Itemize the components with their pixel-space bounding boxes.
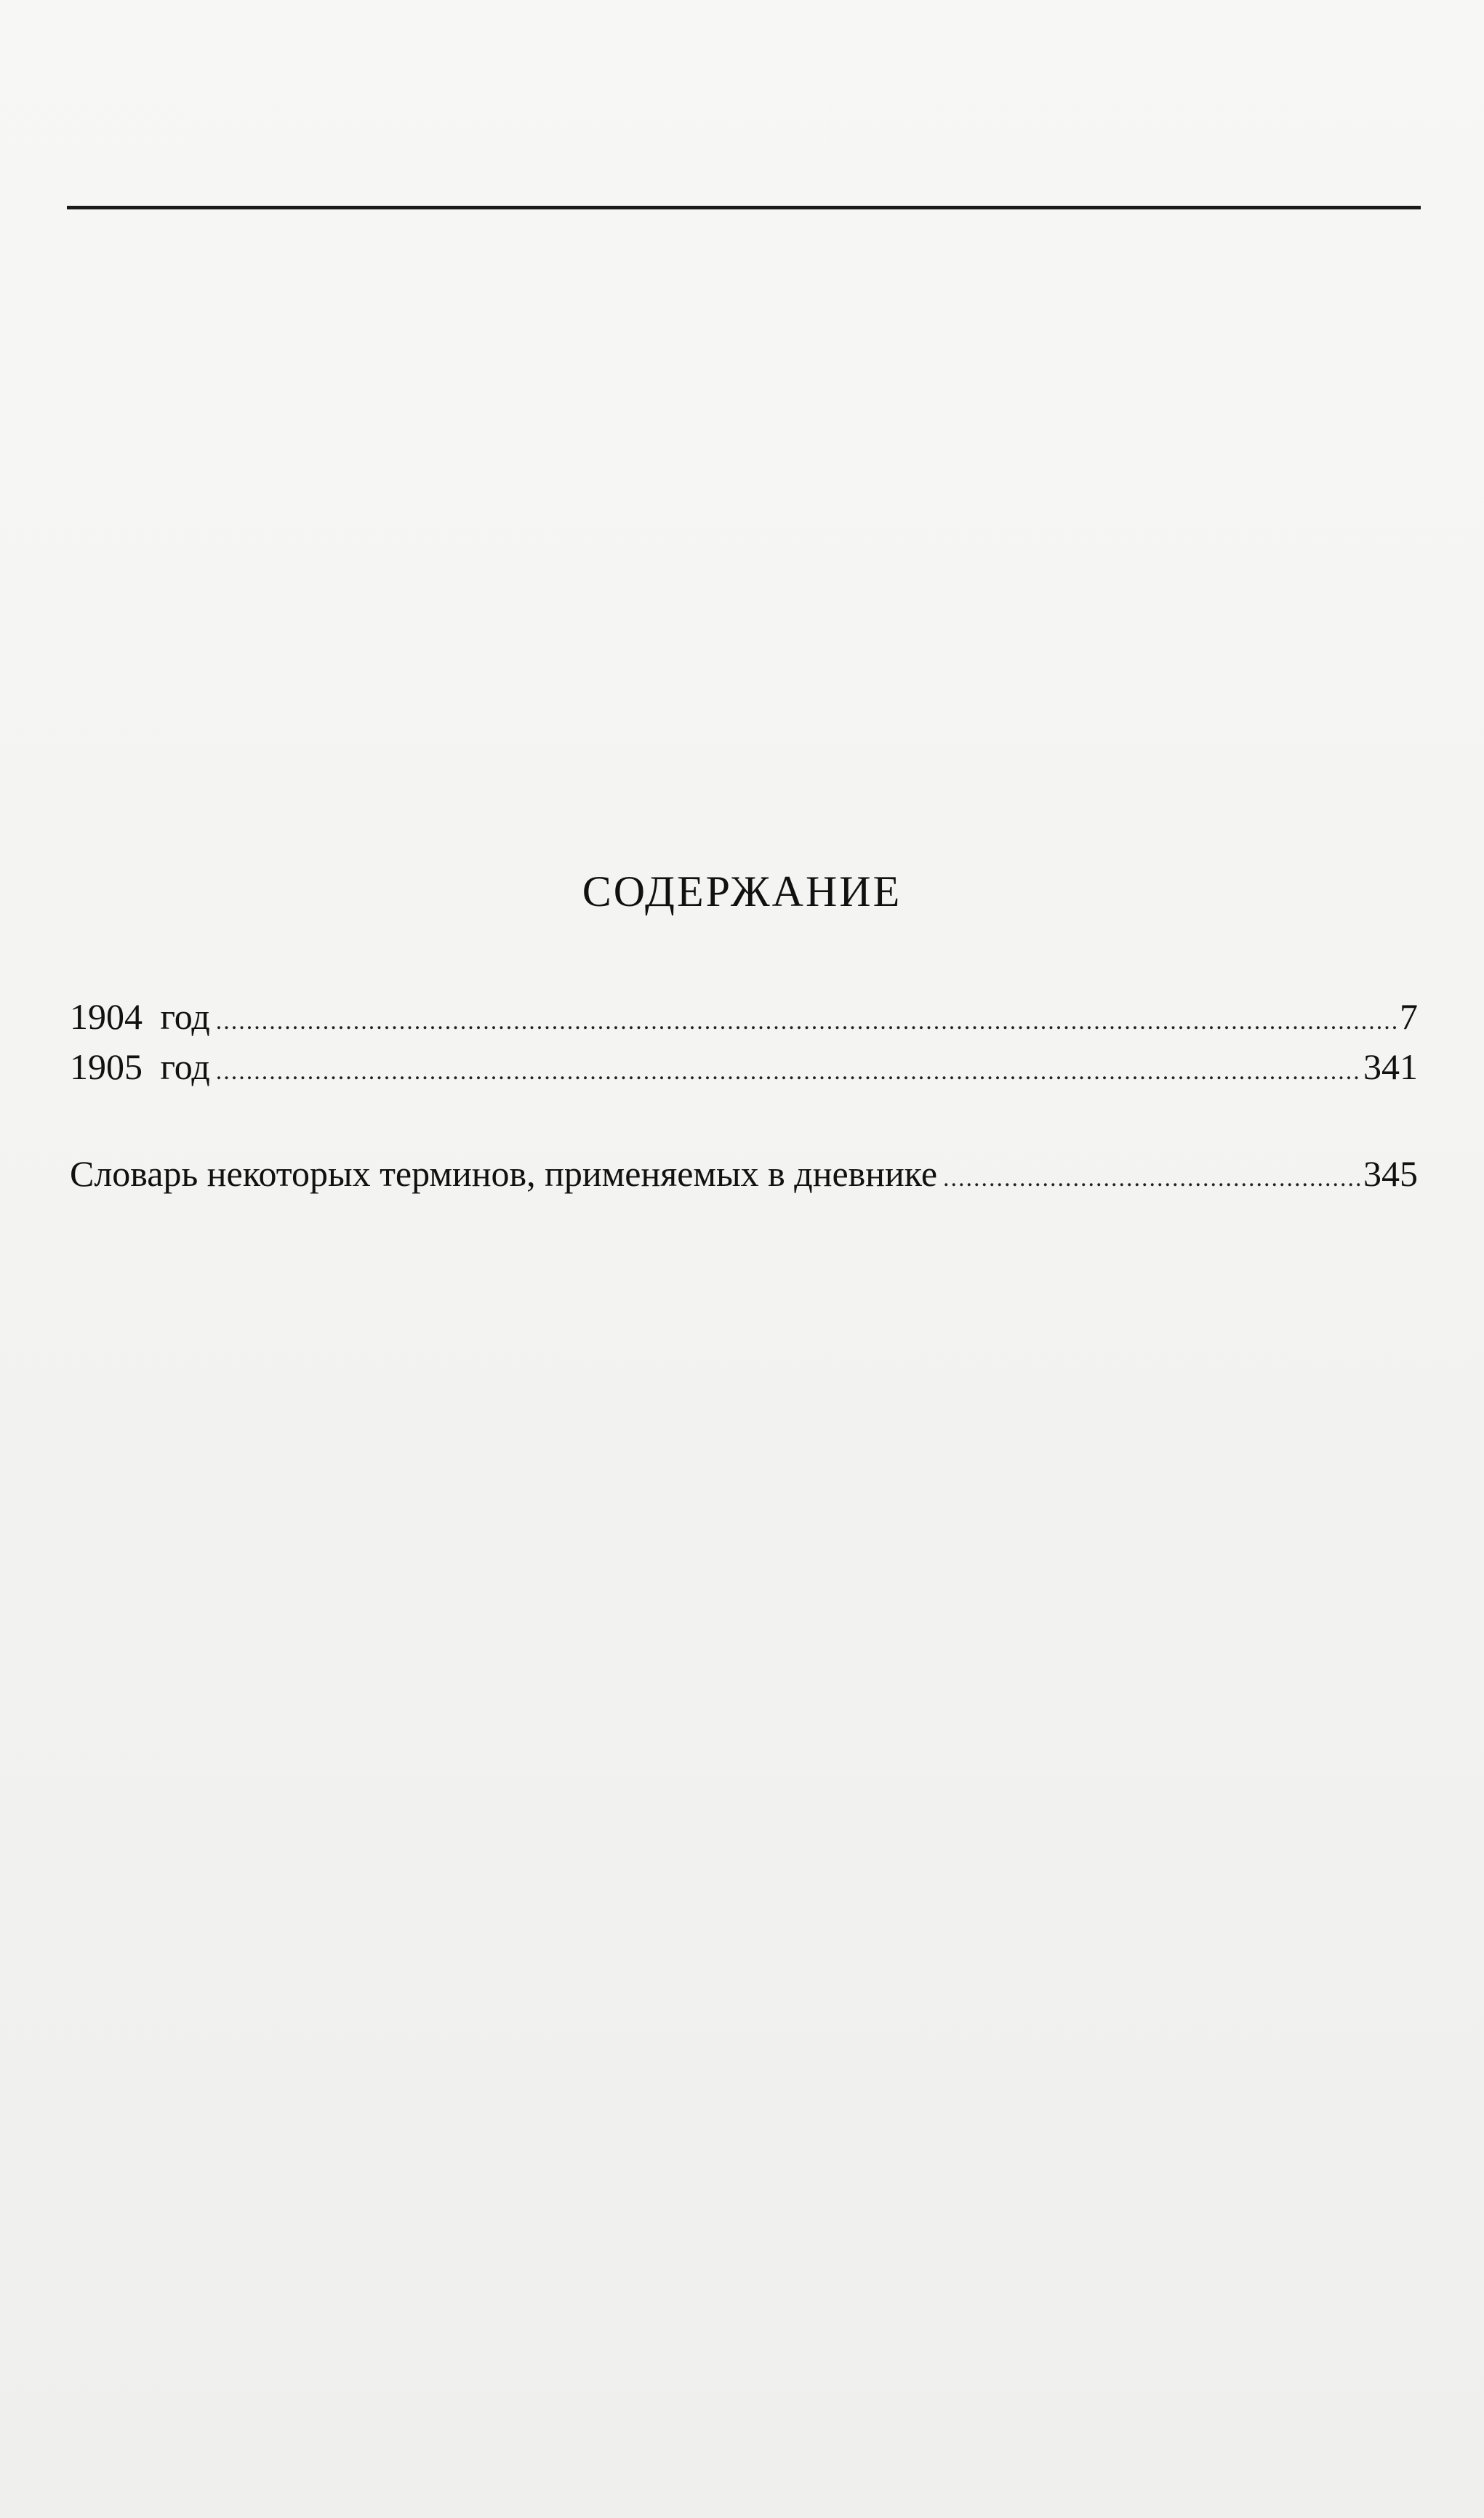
toc-entry-page: 345	[1363, 1153, 1418, 1194]
toc-entry-label: Словарь некоторых терминов, применяемых в дневнике	[70, 1153, 938, 1194]
toc-entry-page: 7	[1400, 996, 1418, 1037]
toc-entry-1904	[70, 995, 1418, 1043]
header-rule	[67, 206, 1421, 209]
toc-entry-1905	[70, 1045, 1418, 1094]
toc-entry-page: 341	[1363, 1046, 1418, 1087]
page-title: СОДЕРЖАНИЕ	[582, 867, 902, 915]
toc-entry-glossary	[70, 1152, 1418, 1200]
dot-leader	[216, 1050, 1360, 1094]
toc-entry-label: 1904 год	[70, 996, 210, 1037]
dot-leader	[216, 1000, 1397, 1043]
toc-entry-label: 1905 год	[70, 1046, 210, 1087]
dot-leader	[943, 1157, 1360, 1200]
